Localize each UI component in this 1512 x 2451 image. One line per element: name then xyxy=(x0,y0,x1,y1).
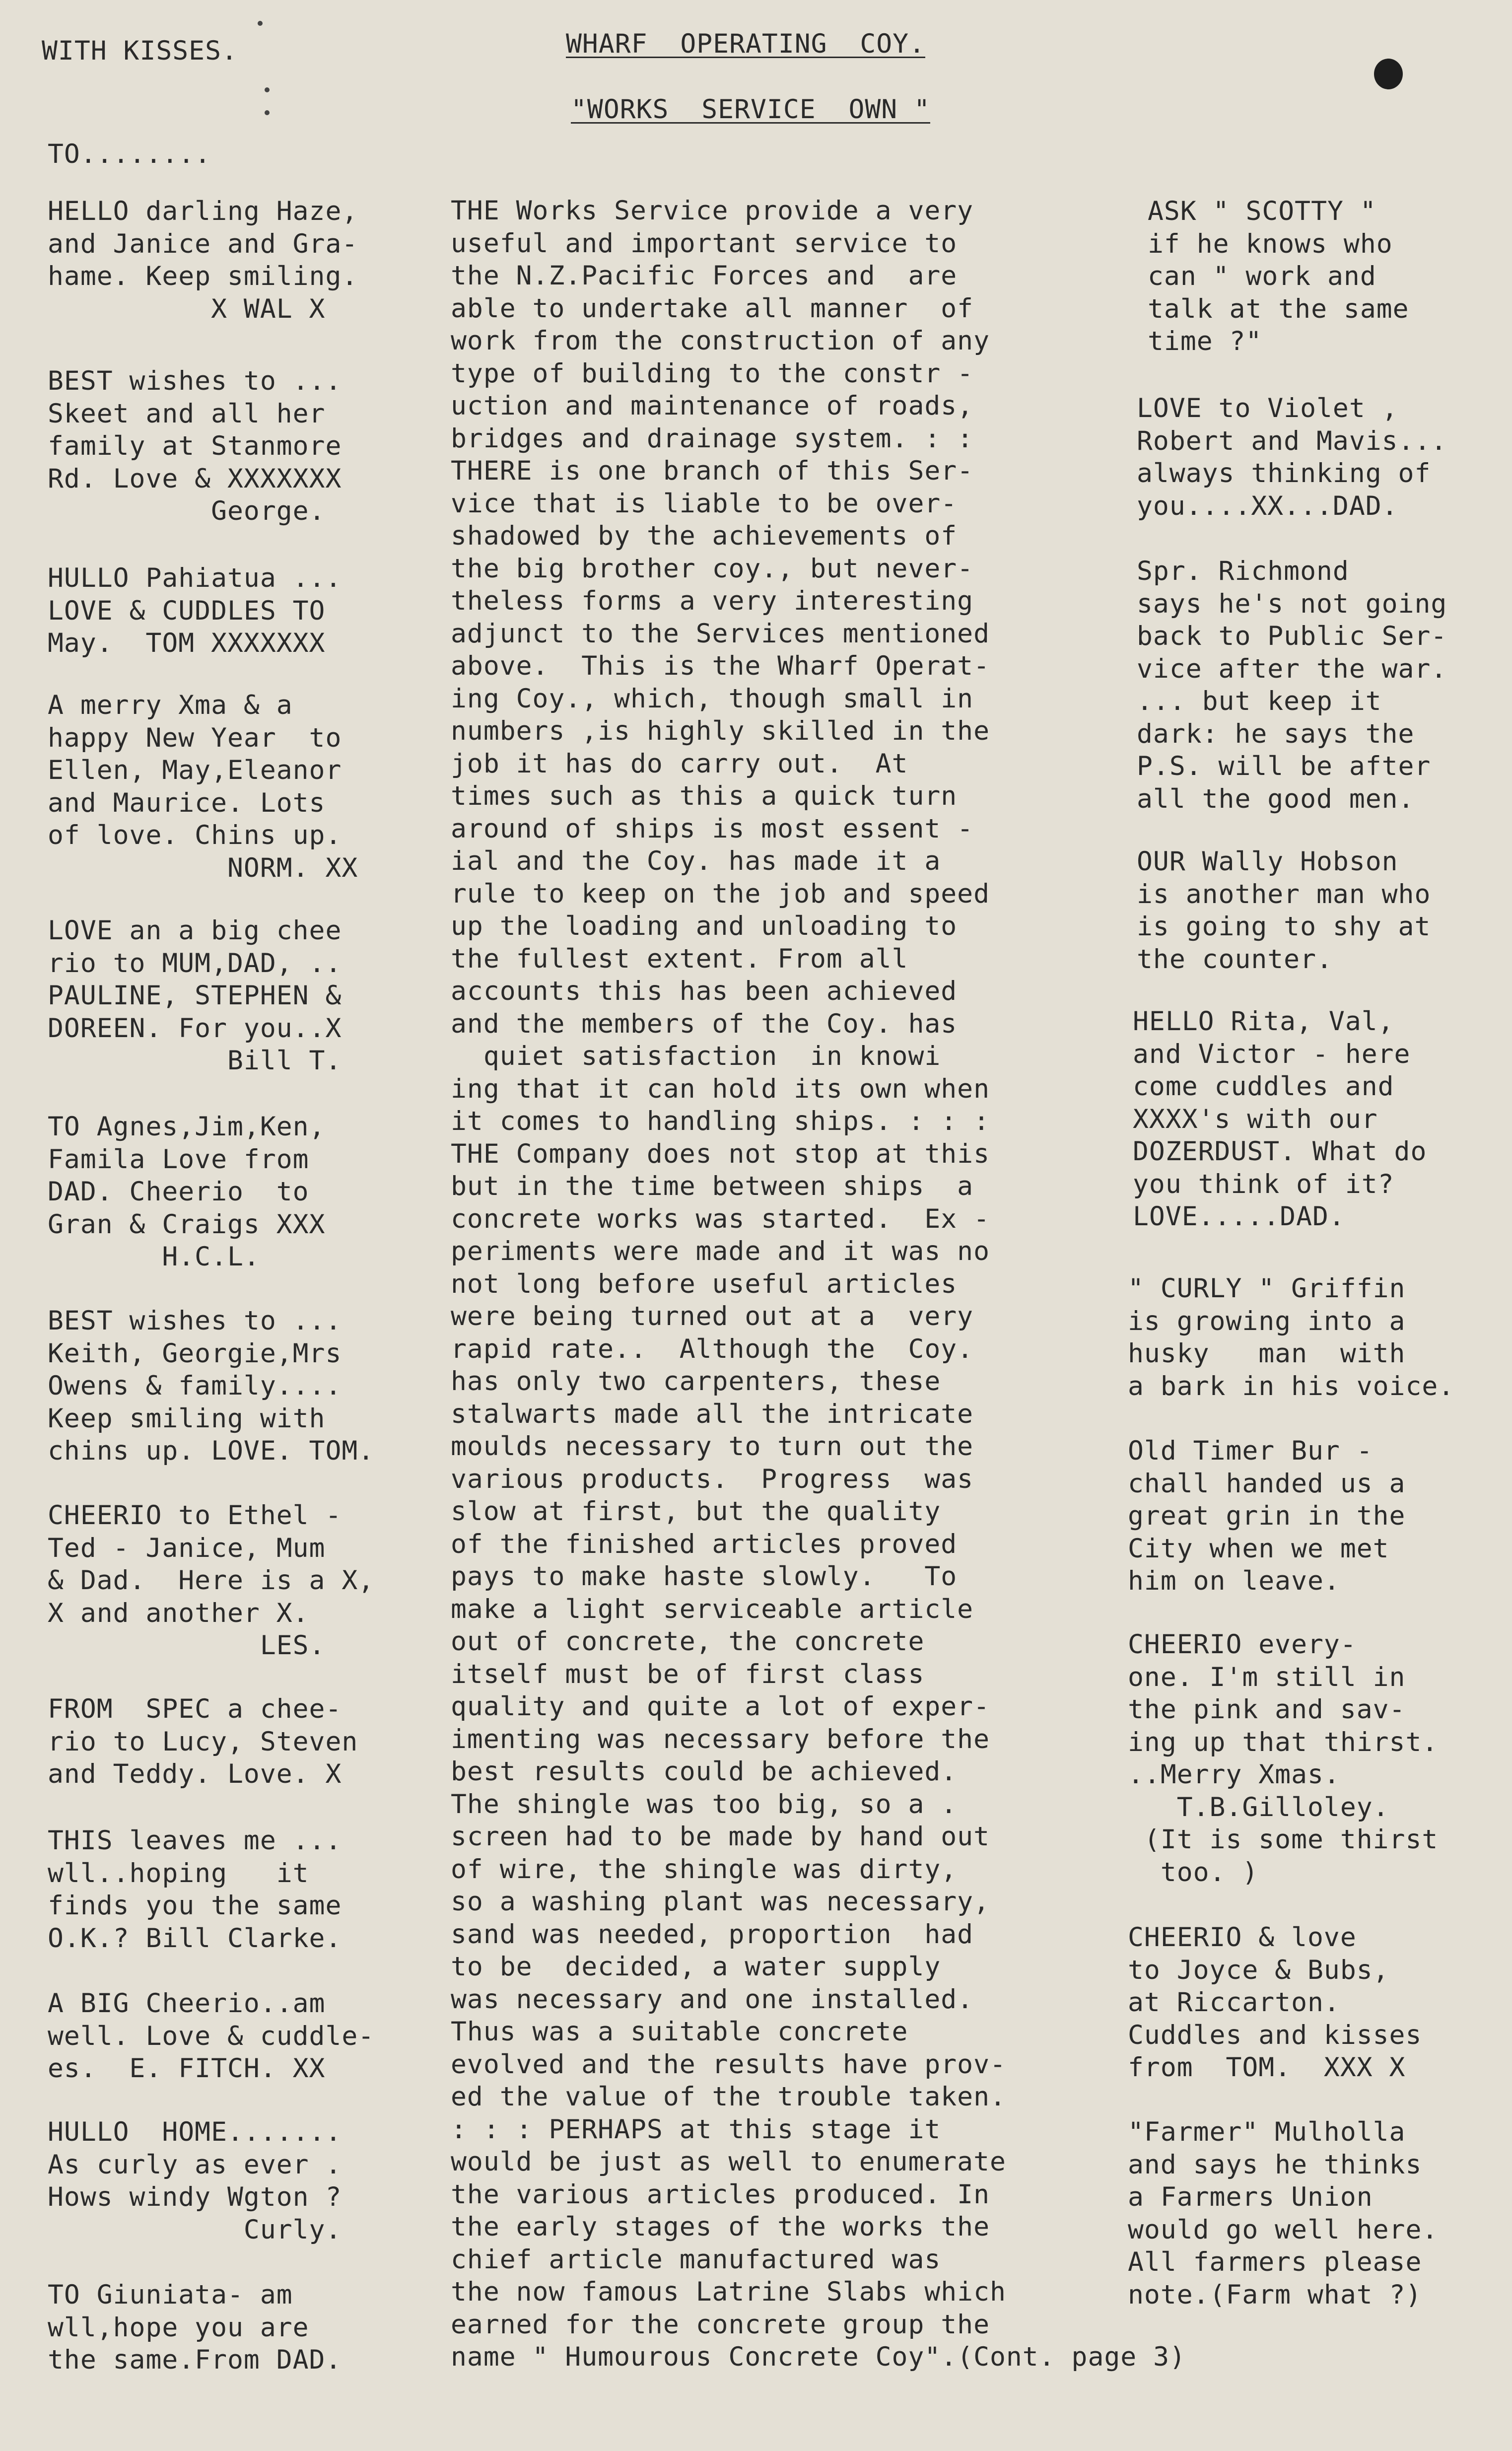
message-item: CHEERIO to Ethel - Ted - Janice, Mum & Dad. Here is a X, X and another X. LES. xyxy=(48,1500,375,1661)
message-item: " CURLY " Griffin is growing into a husky man with a bark in his voice. xyxy=(1128,1273,1455,1401)
message-item: LOVE to Violet , Robert and Mavis... always thinking of you....XX...DAD. xyxy=(1137,393,1447,521)
message-item: CHEERIO every- one. I'm still in the pink and sav- ing up that thirst. ..Merry Xmas. T.B.Gilloley. (It is some thirst too. ) xyxy=(1128,1629,1439,1888)
punch-hole xyxy=(1374,59,1403,89)
message-item: HULLO Pahiatua ... LOVE & CUDDLES TO May. TOM XXXXXXX xyxy=(48,563,342,658)
message-item: HELLO Rita, Val, and Victor - here come cuddles and XXXX's with our DOZERDUST. What do you think of it? LOVE.....DAD. xyxy=(1133,1006,1427,1232)
message-item: "Farmer" Mulholla and says he thinks a Farmers Union would go well here. All farmers please note.(Farm what ?) xyxy=(1128,2117,1439,2310)
message-item: LOVE an a big chee rio to MUM,DAD, .. PAULINE, STEPHEN & DOREEN. For you..X Bill T. xyxy=(48,915,342,1076)
article-body: THE Works Service provide a very useful and important service to the N.Z.Pacific Forces and are able to undertake all manner of work from the construction of any type of building to the constr - uction and maintenance of roads, bridges and drainage system. : : THERE is one branch of this Ser- vice that is liable to be over- shadowed by the achievements of the big brother coy., but never- theless forms a very interesting adjunct to the Services mentioned above. This is the Wharf Operat- ing Coy., which, though small in numbers ,is highly skilled in the job it has do carry out. At times such as this a quick turn around of ships is most essent - ial and the Coy. has made it a rule to keep on the job and speed up the loading and unloading to the fullest extent. From all accounts this has been achieved and the members of the Coy. has quiet satisfaction in knowi ing that it can hold its own when it comes to handling ships. : : : THE Company does not stop at this but in the time between ships a concrete works was started. Ex - periments were made and it was no not long before useful articles were being turned out at a very rapid rate.. Although the Coy. has only two carpenters, these stalwarts made all the intricate moulds necessary to turn out the various products. Progress was slow at first, but the quality of the finished articles proved pays to make haste slowly. To make a light serviceable article out of concrete, the concrete itself must be of first class quality and quite a lot of exper- imenting was necessary before the best results could be achieved. The shingle was too big, so a . screen had to be made by hand out of wire, the shingle was dirty, so a washing plant was necessary, sand was needed, proportion had to be decided, a water supply was necessary and one installed. Thus was a suitable concrete evolved and the results have prov- ed the value of the trouble taken. : : : PERHAPS at this stage it would be just as well to enumerate the various articles produced. In the early stages of the works the chief article manufactured was the now famous Latrine Slabs which earned for the concrete group the name " Humourous Concrete Coy".(Cont. page 3) xyxy=(451,196,1186,2372)
message-item: Spr. Richmond says he's not going back to Public Ser- vice after the war. ... but keep it dark: he says the P.S. will be after all the good men. xyxy=(1137,556,1447,814)
message-item: THIS leaves me ... wll..hoping it finds you the same O.K.? Bill Clarke. xyxy=(48,1825,342,1954)
to-heading: TO........ xyxy=(48,139,211,169)
message-item: TO Giuniata- am wll,hope you are the same.From DAD. xyxy=(48,2280,342,2375)
message-item: A BIG Cheerio..am well. Love & cuddle- es. E. FITCH. XX xyxy=(48,1988,375,2084)
message-item: Old Timer Bur - chall handed us a great grin in the City when we met him on leave. xyxy=(1128,1436,1406,1596)
message-item: ASK " SCOTTY " if he knows who can " work and talk at the same time ?" xyxy=(1148,196,1409,356)
with-kisses-heading: WITH KISSES. xyxy=(42,36,238,66)
message-item: OUR Wally Hobson is another man who is going to shy at the counter. xyxy=(1137,846,1431,975)
message-item: CHEERIO & love to Joyce & Bubs, at Riccarton. Cuddles and kisses from TOM. XXX X xyxy=(1128,1922,1422,2083)
decorative-dot xyxy=(258,21,263,26)
page-subtitle: "WORKS SERVICE OWN " xyxy=(571,94,930,125)
message-item: BEST wishes to ... Skeet and all her family at Stanmore Rd. Love & XXXXXXX George. xyxy=(48,366,342,526)
message-item: FROM SPEC a chee- rio to Lucy, Steven and Teddy. Love. X xyxy=(48,1694,358,1789)
message-item: TO Agnes,Jim,Ken, Famila Love from DAD. Cheerio to Gran & Craigs XXX H.C.L. xyxy=(48,1112,326,1272)
message-item: HELLO darling Haze, and Janice and Gra- hame. Keep smiling. X WAL X xyxy=(48,196,358,324)
message-item: HULLO HOME....... As curly as ever . Hows windy Wgton ? Curly. xyxy=(48,2117,342,2245)
message-item: A merry Xma & a happy New Year to Ellen, May,Eleanor and Maurice. Lots of love. Chins up. NORM. XX xyxy=(48,690,358,883)
page-title: WHARF OPERATING COY. xyxy=(566,29,925,59)
decorative-dot xyxy=(265,87,270,92)
message-item: BEST wishes to ... Keith, Georgie,Mrs Owens & family.... Keep smiling with chins up. LOVE. TOM. xyxy=(48,1306,375,1466)
decorative-dot xyxy=(265,110,270,115)
